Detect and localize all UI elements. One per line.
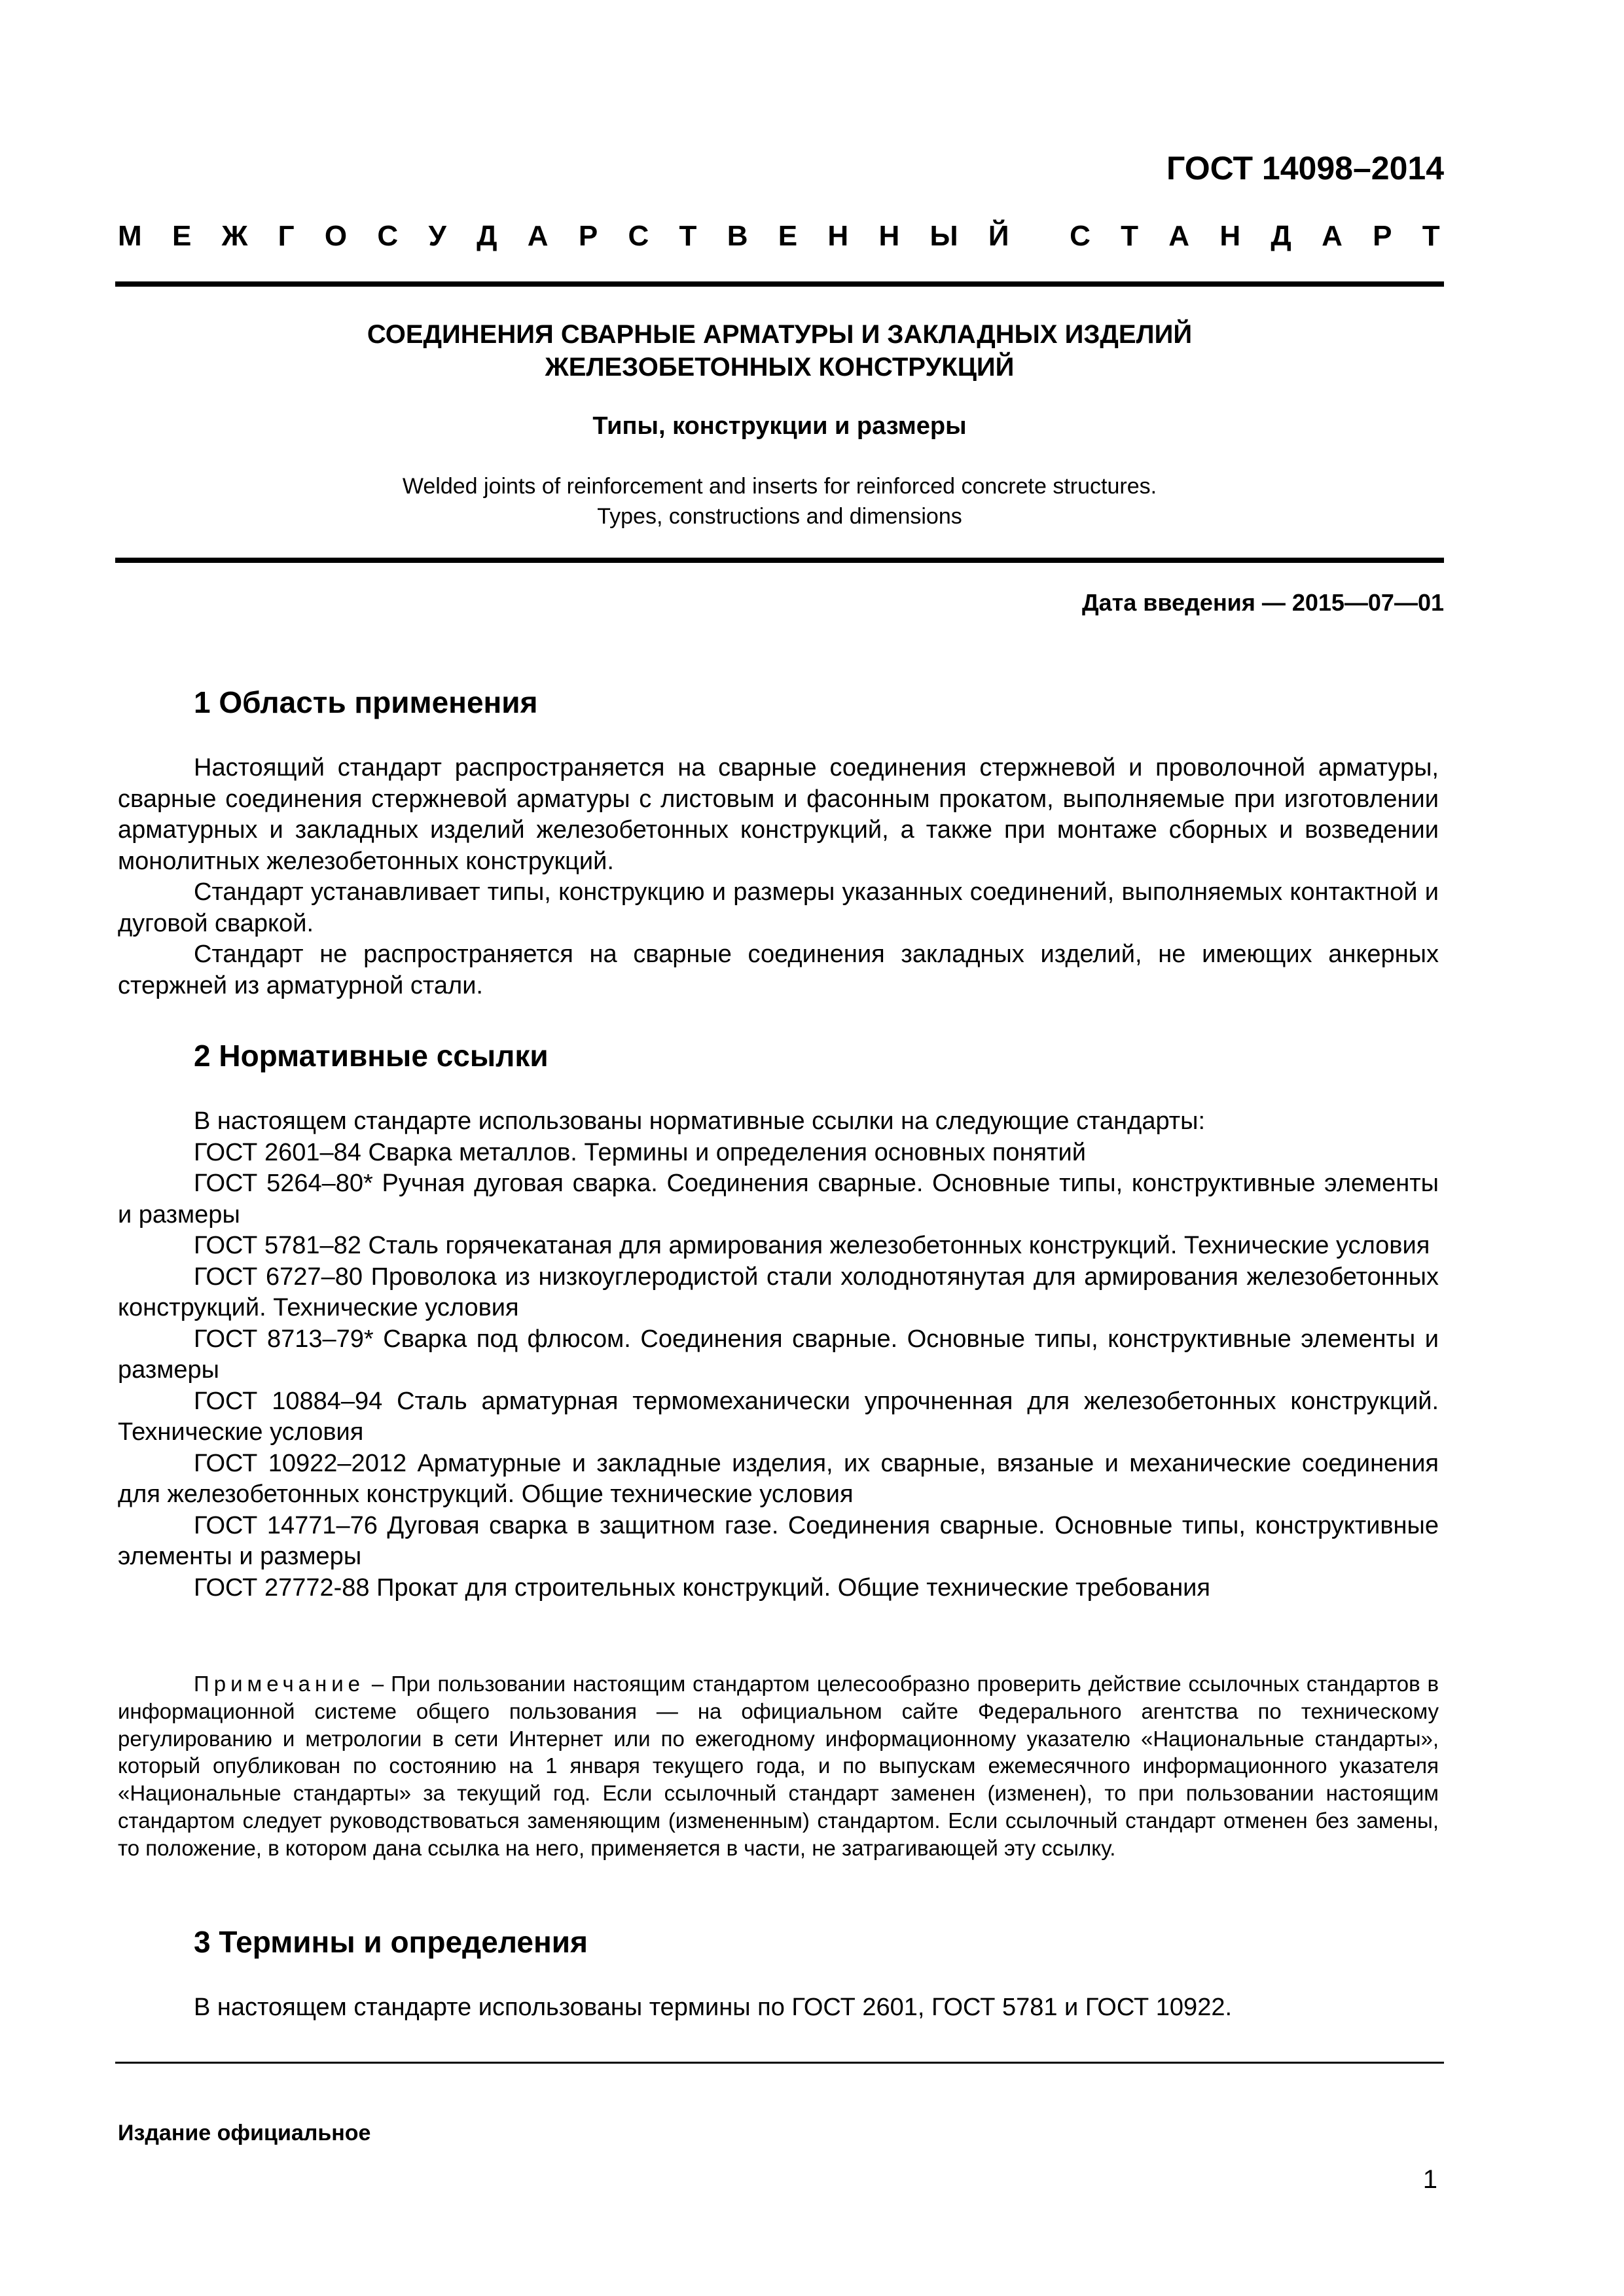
note-label: Примечание (194, 1672, 365, 1696)
reference-item: ГОСТ 14771–76 Дуговая сварка в защитном газе. Соединения сварные. Основные типы, конструктивные элементы и размеры (118, 1511, 1439, 1570)
title-en-line-2: Types, constructions and dimensions (597, 504, 962, 529)
banner-letter: Н (878, 220, 900, 252)
document-title-en (115, 471, 1444, 531)
banner-letter: А (527, 220, 549, 252)
banner-letter: Р (578, 220, 598, 252)
banner-letter: Т (1121, 220, 1139, 252)
banner-letter: С (377, 220, 399, 252)
title-ru-line-2: ЖЕЛЕЗОБЕТОННЫХ КОНСТРУКЦИЙ (545, 353, 1015, 382)
normative-references (118, 1106, 1439, 1604)
title-divider (115, 558, 1444, 563)
introduction-date: Дата введения — 2015—07—01 (1081, 589, 1444, 616)
banner-letter: У (428, 220, 446, 252)
edition-label: Издание официальное (118, 2121, 371, 2145)
reference-item: ГОСТ 5781–82 Сталь горячекатаная для армирования железобетонных конструкций. Технические условия (194, 1232, 1430, 1259)
banner-letter: С (628, 220, 649, 252)
banner-letter: Н (1219, 220, 1241, 252)
section-3-heading: 3 Термины и определения (194, 1925, 588, 1959)
banner-letter: Р (1373, 220, 1392, 252)
reference-item: ГОСТ 8713–79* Сварка под флюсом. Соединения сварные. Основные типы, конструктивные элементы и размеры (118, 1325, 1439, 1384)
paragraph: В настоящем стандарте использованы термины по ГОСТ 2601, ГОСТ 5781 и ГОСТ 10922. (194, 1994, 1233, 2021)
document-subtitle-ru: Типы, конструкции и размеры (592, 412, 967, 440)
banner-letter: Т (679, 220, 697, 252)
reference-item: ГОСТ 2601–84 Сварка металлов. Термины и определения основных понятий (194, 1138, 1086, 1166)
footer-divider (115, 2062, 1444, 2064)
title-ru-line-1: СОЕДИНЕНИЯ СВАРНЫЕ АРМАТУРЫ И ЗАКЛАДНЫХ ИЗДЕЛИЙ (367, 320, 1193, 349)
paragraph: Настоящий стандарт распространяется на сварные соединения стержневой и проволочной арматуры, сварные соединения стержневой арматуры с листовым и фасонным прокатом, выполняемые при изготовлении арматурных и закладных изделий железобетонных конструкций, а также при монтаже сборных и возведении монолитных железобетонных конструкций. (118, 754, 1439, 875)
section-1-heading: 1 Область применения (194, 685, 538, 719)
banner-letter: А (1322, 220, 1343, 252)
title-en-line-1: Welded joints of reinforcement and inserts for reinforced concrete structures. (402, 474, 1157, 499)
banner-letter: Ж (221, 220, 248, 252)
banner-letter: М (118, 220, 142, 252)
header-divider (115, 281, 1444, 287)
section-2-heading: 2 Нормативные ссылки (194, 1039, 549, 1073)
banner-letter: Т (1422, 220, 1440, 252)
reference-item: ГОСТ 5264–80* Ручная дуговая сварка. Соединения сварные. Основные типы, конструктивные элементы и размеры (118, 1170, 1439, 1229)
reference-item: ГОСТ 6727–80 Проволока из низкоуглеродистой стали холоднотянутая для армирования железобетонных конструкций. Технические условия (118, 1263, 1439, 1321)
banner-letter: Д (477, 220, 497, 252)
document-title-ru (115, 318, 1444, 384)
banner-letter: О (324, 220, 348, 252)
banner-letter: В (727, 220, 748, 252)
section-3-body (118, 1992, 1439, 2024)
reference-item: ГОСТ 10922–2012 Арматурные и закладные изделия, их сварные, вязаные и механические соединения для железобетонных конструкций. Общие технические условия (118, 1449, 1439, 1508)
paragraph: Стандарт устанавливает типы, конструкцию и размеры указанных соединений, выполняемых контактной и дуговой сваркой. (118, 878, 1439, 937)
references-note (118, 1670, 1439, 1862)
banner-letter: Д (1271, 220, 1291, 252)
note-text: – При пользовании настоящим стандартом целесообразно проверить действие ссылочных стандартов в информационной системе общего пользования — на официальном сайте Федерального агентства по техническому регулированию и метрологии в сети Интернет или по ежегодному информационному указателю «Национальные стандарты», который опубликован по состоянию на 1 января текущего года, и по выпускам ежемесячного информационного указателя «Национальные стандарты» за текущий год. Если ссылочный стандарт заменен (изменен), то при пользовании настоящим стандартом следует руководствоваться заменяющим (измененным) стандартом. Если ссылочный стандарт отменен без замены, то положение, в котором дана ссылка на него, применяется в части, не затрагивающей эту ссылку. (118, 1672, 1439, 1860)
banner-letter: Г (278, 220, 295, 252)
banner-letter: Е (171, 220, 192, 252)
banner-letter: С (1070, 220, 1091, 252)
banner-letter: Ы (929, 220, 958, 252)
banner-letter: Й (988, 220, 1009, 252)
banner-letter: Н (827, 220, 849, 252)
references-intro: В настоящем стандарте использованы нормативные ссылки на следующие стандарты: (194, 1107, 1206, 1135)
paragraph: Стандарт не распространяется на сварные соединения закладных изделий, не имеющих анкерных стержней из арматурной стали. (118, 941, 1439, 999)
page-number: 1 (1422, 2165, 1437, 2194)
section-1-body (118, 753, 1439, 1001)
gost-code: ГОСТ 14098–2014 (1166, 150, 1444, 187)
reference-item: ГОСТ 27772-88 Прокат для строительных конструкций. Общие технические требования (194, 1573, 1210, 1602)
reference-item: ГОСТ 10884–94 Сталь арматурная термомеханически упрочненная для железобетонных конструкций. Технические условия (118, 1387, 1439, 1446)
banner-letter: А (1168, 220, 1190, 252)
interstate-standard-banner (118, 220, 1440, 253)
banner-letter: Е (778, 220, 798, 252)
